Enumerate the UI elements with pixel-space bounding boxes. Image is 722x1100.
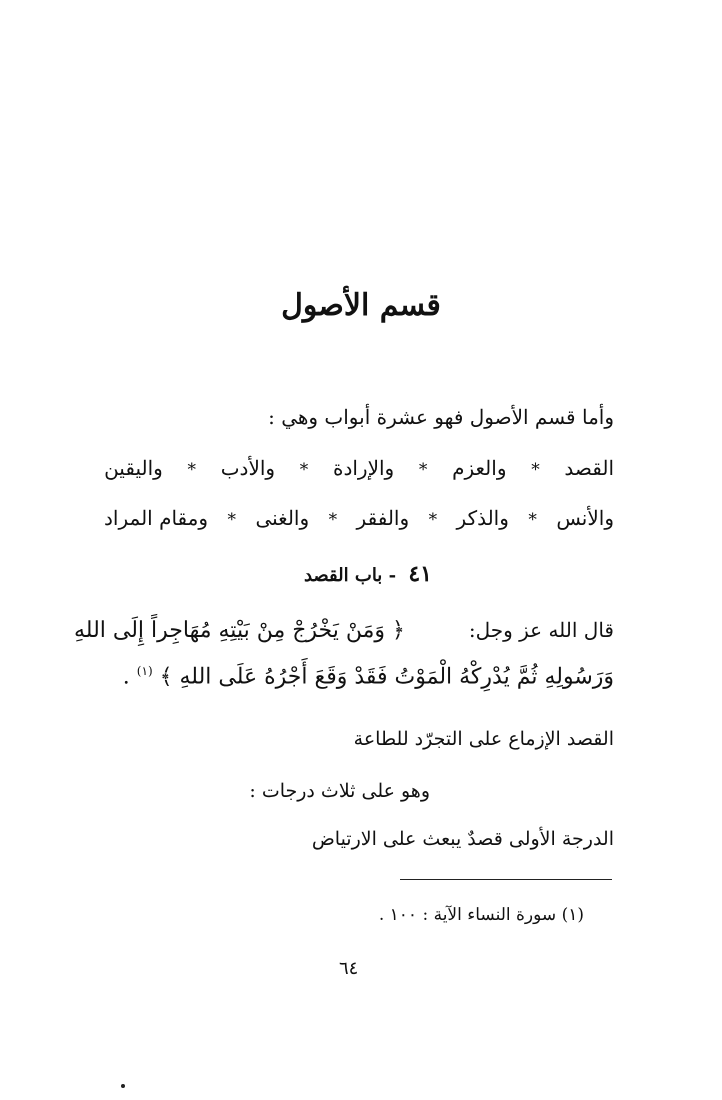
list-item: والغنى [255,506,310,530]
list-item: والفقر [356,506,410,530]
list-item: القصد [564,456,614,480]
footnote-reference: (١) [136,664,153,678]
asterisk-separator: * [528,510,537,530]
degrees-paragraph: وهو على ثلاث درجات : [249,780,430,802]
quote-verse-part-1: ﴿ وَمَنْ يَخْرُجْ مِنْ بَيْتِهِ مُهَاجِراً إِلَى اللهِ [74,618,405,643]
list-item: واليقين [104,456,163,480]
quran-quote-line-1 [74,618,614,643]
list-item: ومقام المراد [104,506,209,530]
gates-list-row-2 [104,506,614,530]
list-item: والأنس [556,506,614,530]
gates-list-row-1 [104,456,614,480]
section-title: قسم الأصول [281,288,441,323]
asterisk-separator: * [531,460,540,480]
scan-speck [121,1084,125,1088]
chapter-title: باب القصد [303,565,383,586]
quran-quote-line-2 [74,664,614,689]
list-item: والذكر [456,506,509,530]
asterisk-separator: * [428,510,438,530]
asterisk-separator: * [299,460,309,480]
footnote: (١) سورة النساء الآية : ١٠٠ . [378,905,584,925]
list-item: والعزم [452,456,507,480]
definition-paragraph: القصد الإزماع على التجرّد للطاعة [353,728,614,750]
list-item: والأدب [220,456,276,480]
quote-lead: قال الله عز وجل: [468,618,614,642]
chapter-heading [304,561,432,587]
footnote-divider [400,879,612,880]
list-item: والإرادة [332,456,395,480]
quote-end-period: . [122,664,130,690]
chapter-number: ٤١ [408,561,432,587]
asterisk-separator: * [227,510,237,530]
first-degree-paragraph: الدرجة الأولى قصدٌ يبعث على الارتياض [311,828,614,850]
asterisk-separator: * [187,460,196,480]
asterisk-separator: * [418,460,428,480]
page-number: ٦٤ [339,958,359,979]
quote-verse-part-2: وَرَسُولِهِ ثُمَّ يُدْرِكْهُ الْمَوْتُ فَقَدْ وَقَعَ أَجْرُهُ عَلَى اللهِ ﴾ [159,664,614,690]
chapter-dash: - [388,565,397,586]
asterisk-separator: * [328,510,338,530]
intro-paragraph: وأما قسم الأصول فهو عشرة أبواب وهي : [268,405,614,429]
